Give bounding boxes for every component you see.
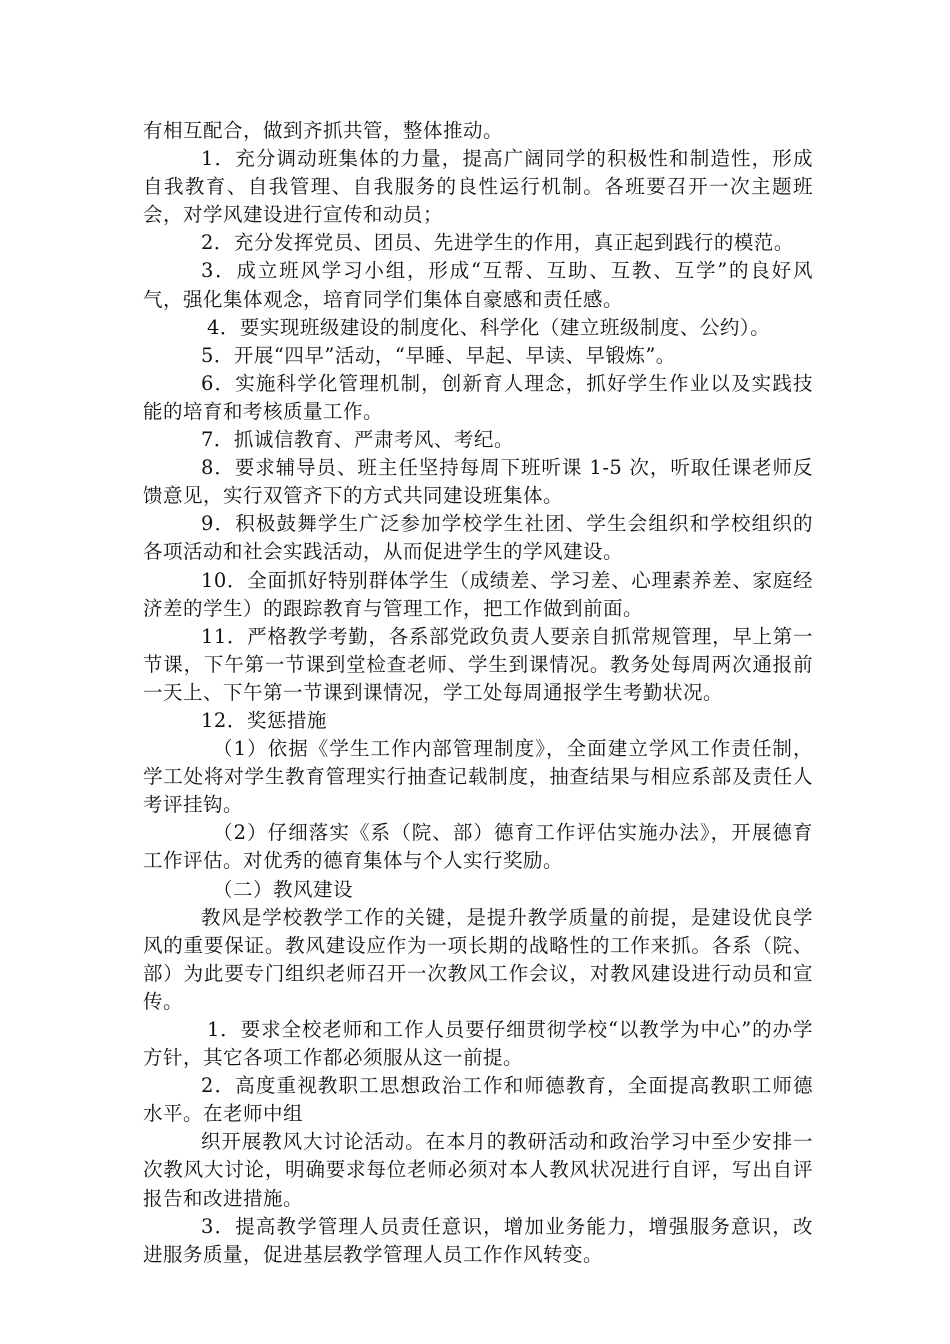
paragraph: 9．积极鼓舞学生广泛参加学校学生社团、学生会组织和学校组织的各项活动和社会实践活动，从而促进学生的学风建设。 — [143, 512, 813, 564]
paragraph: 10．全面抓好特别群体学生（成绩差、学习差、心理素养差、家庭经济差的学生）的跟踪教育与管理工作，把工作做到前面。 — [143, 568, 813, 620]
paragraph: 5．开展“四早”活动，“早睡、早起、早读、早锻炼”。 — [201, 343, 676, 367]
paragraph: 3．提高教学管理人员责任意识，增加业务能力，增强服务意识，改进服务质量，促进基层教学管理人员工作作风转变。 — [143, 1214, 813, 1266]
paragraph: 7．抓诚信教育、严肃考风、考纪。 — [201, 428, 514, 452]
paragraph: 1．要求全校老师和工作人员要仔细贯彻学校“以教学为中心”的办学方针，其它各项工作都必须服从这一前提。 — [143, 1018, 813, 1070]
paragraph: 3．成立班风学习小组，形成“互帮、互助、互教、互学”的良好风气，强化集体观念，培育同学们集体自豪感和责任感。 — [143, 259, 813, 311]
paragraph: 2．高度重视教职工思想政治工作和师德教育，全面提高教职工师德水平。在老师中组 — [143, 1074, 813, 1126]
paragraph: 教风是学校教学工作的关键，是提升教学质量的前提，是建设优良学风的重要保证。教风建设应作为一项长期的战略性的工作来抓。各系（院、部）为此要专门组织老师召开一次教风工作会议，对教风建设进行动员和宣传。 — [143, 905, 813, 1013]
paragraph: 有相互配合，做到齐抓共管，整体推动。 — [143, 119, 504, 142]
paragraph: （1）依据《学生工作内部管理制度》，全面建立学风工作责任制，学工处将对学生教育管理实行抽查记载制度，抽查结果与相应系部及责任人考评挂钩。 — [143, 737, 813, 817]
paragraph: 2．充分发挥党员、团员、先进学生的作用，真正起到践行的模范。 — [201, 231, 794, 255]
paragraph: 12．奖惩措施 — [201, 708, 327, 732]
paragraph: （2）仔细落实《系（院、部）德育工作评估实施办法》，开展德育工作评估。对优秀的德育集体与个人实行奖励。 — [143, 821, 813, 873]
section-heading: （二）教风建设 — [213, 877, 354, 901]
paragraph: 11．严格教学考勤，各系部党政负责人要亲自抓常规管理，早上第一节课，下午第一节课到堂检查老师、学生到课情况。教务处每周两次通报前一天上、下午第一节课到课情况，学工处每周通报学生考勤状况。 — [143, 624, 813, 704]
paragraph: 织开展教风大讨论活动。在本月的教研活动和政治学习中至少安排一次教风大讨论，明确要求每位老师必须对本人教风状况进行自评，写出自评报告和改进措施。 — [143, 1130, 813, 1210]
paragraph: 6．实施科学化管理机制，创新育人理念，抓好学生作业以及实践技能的培育和考核质量工作。 — [143, 371, 813, 423]
paragraph: 1．充分调动班集体的力量，提高广阔同学的积极性和制造性，形成自我教育、自我管理、自我服务的良性运行机制。各班要召开一次主题班会，对学风建设进行宣传和动员； — [143, 147, 813, 227]
paragraph: 4．要实现班级建设的制度化、科学化（建立班级制度、公约）。 — [207, 315, 771, 339]
document-page — [143, 117, 813, 1269]
paragraph: 8．要求辅导员、班主任坚持每周下班听课 1-5 次，听取任课老师反馈意见，实行双管齐下的方式共同建设班集体。 — [143, 456, 813, 508]
